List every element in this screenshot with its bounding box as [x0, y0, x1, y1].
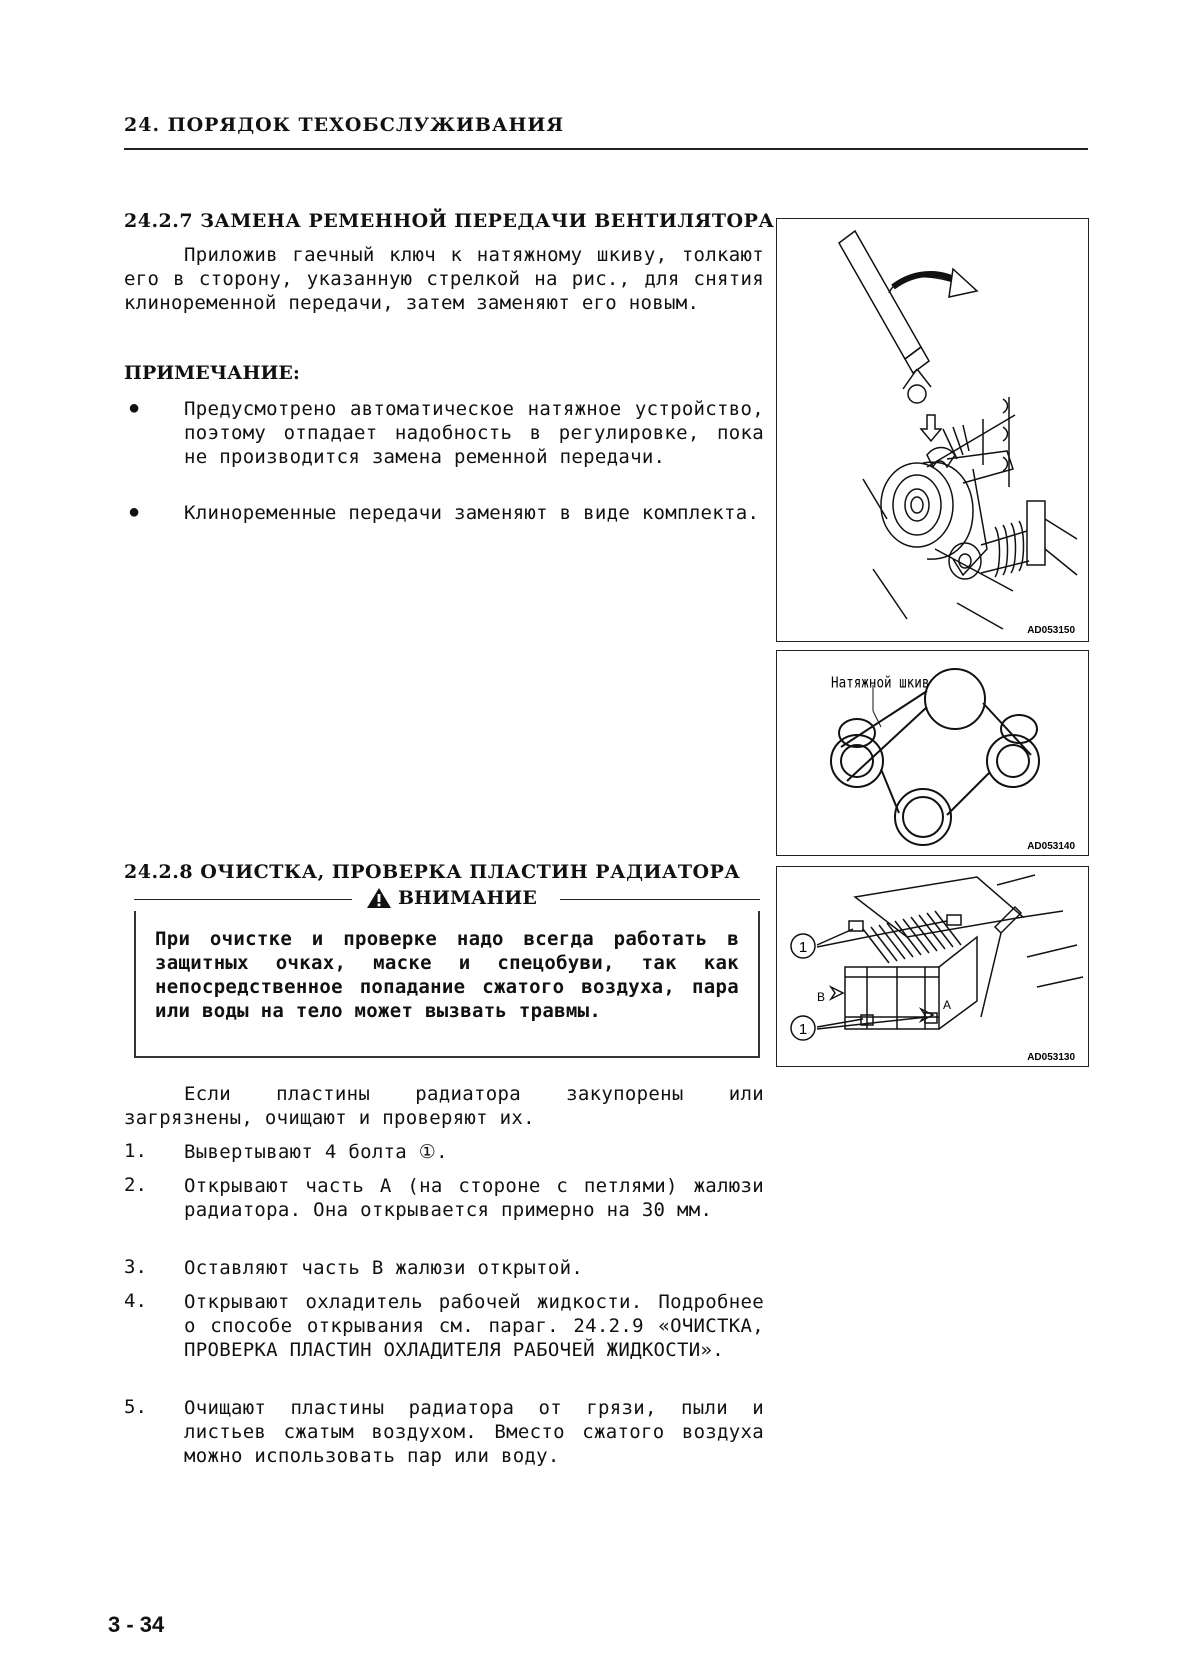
header-rule	[124, 148, 1088, 150]
radiator-illustration	[777, 867, 1088, 1066]
section-title-belt: 24.2.7 ЗАМЕНА РЕМЕННОЙ ПЕРЕДАЧИ ВЕНТИЛЯТОРА	[124, 210, 775, 232]
section-title-radiator: 24.2.8 ОЧИСТКА, ПРОВЕРКА ПЛАСТИН РАДИАТОРА	[124, 861, 741, 883]
step-text: Открывают часть A (на стороне с петлями) жалюзи радиатора. Она открывается примерно на 30 мм.	[184, 1175, 764, 1221]
tension-pulley-label: Натяжной шкив	[831, 674, 930, 692]
louvre-part-b-label: B	[817, 990, 826, 1004]
step-number: 4.	[124, 1290, 147, 1312]
step-number: 1.	[124, 1140, 147, 1162]
warning-rule-left	[134, 899, 352, 900]
warning-text: При очистке и проверке надо всегда работать в защитных очках, маске и спецобуви, так как непосредственное попадание сжатого воздуха, пара или воды на тело может вызвать травмы.	[155, 928, 739, 1022]
belt-routing-diagram	[777, 651, 1088, 855]
section-radiator-paragraph: Если пластины радиатора закупорены или загрязнены, очищают и проверяют их.	[124, 1083, 764, 1129]
figure-id: AD053140	[1027, 841, 1075, 852]
bullet-dot: ●	[128, 501, 141, 523]
page-number: 3 - 34	[108, 1612, 165, 1637]
figure-tension-pulley-wrench	[776, 218, 1089, 642]
step-number: 3.	[124, 1256, 147, 1278]
step-number: 5.	[124, 1396, 147, 1418]
louvre-part-a-label: A	[943, 998, 952, 1012]
step-text: Очищают пластины радиатора от грязи, пыли и листьев сжатым воздухом. Вместо сжатого воздуха можно использовать пар или воду.	[184, 1397, 764, 1467]
note-bullet-text: Клиноременные передачи заменяют в виде комплекта.	[184, 502, 760, 524]
callout-1-upper: 1	[798, 939, 808, 956]
warning-label	[366, 887, 537, 909]
warning-rule-right	[560, 899, 760, 900]
step-text: Оставляют часть B жалюзи открытой.	[184, 1257, 584, 1279]
figure-id: AD053150	[1027, 625, 1075, 636]
warning-triangle-icon	[366, 887, 392, 909]
figure-id: AD053130	[1027, 1052, 1075, 1063]
page-header: 24. ПОРЯДОК ТЕХОБСЛУЖИВАНИЯ	[124, 114, 565, 136]
wrench-pulley-illustration	[777, 219, 1088, 641]
note-label: ПРИМЕЧАНИЕ:	[124, 362, 300, 384]
callout-1-lower: 1	[798, 1021, 808, 1038]
step-text: Вывертывают 4 болта ①.	[184, 1141, 448, 1163]
figure-radiator-louvre	[776, 866, 1089, 1067]
bullet-dot: ●	[128, 397, 141, 419]
step-text: Открывают охладитель рабочей жидкости. Подробнее о способе открывания см. параг. 24.2.9 «ОЧИСТКА, ПРОВЕРКА ПЛАСТИН ОХЛАДИТЕЛЯ РАБОЧЕЙ ЖИДКОСТИ».	[184, 1291, 764, 1361]
figure-belt-routing	[776, 650, 1089, 856]
step-number: 2.	[124, 1174, 147, 1196]
section-belt-paragraph: Приложив гаечный ключ к натяжному шкиву, толкают его в сторону, указанную стрелкой на рис., для снятия клиноременной передачи, затем заменяют его новым.	[124, 244, 764, 314]
warning-label-text: ВНИМАНИЕ	[398, 887, 537, 909]
note-bullet-text: Предусмотрено автоматическое натяжное устройство, поэтому отпадает надобность в регулировке, пока не производится замена ременной передачи.	[184, 398, 764, 468]
